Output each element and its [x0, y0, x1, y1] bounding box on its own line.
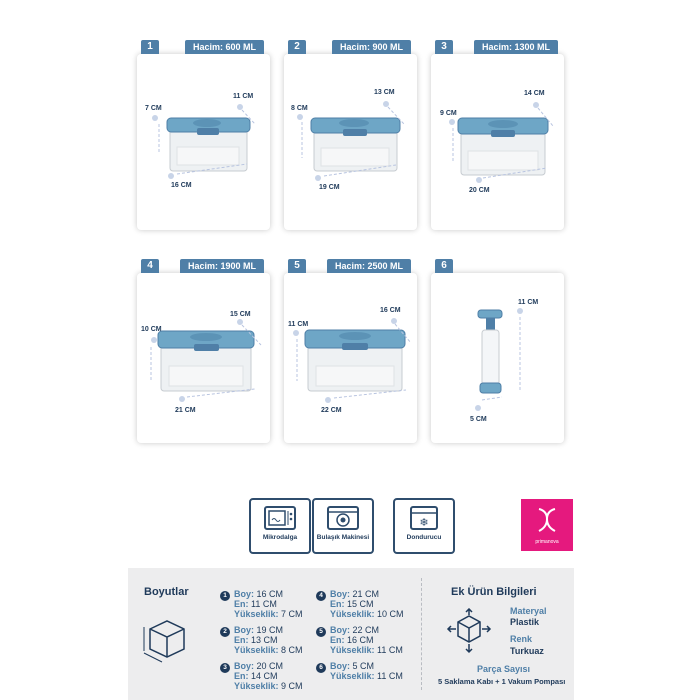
product-number-badge: 4 [141, 259, 159, 273]
yukseklik-value: 11 CM [377, 671, 403, 681]
yukseklik-label: Yükseklik: [234, 681, 279, 691]
container-illustration [431, 54, 564, 230]
boy-value: 22 CM [352, 625, 380, 635]
boy-value: 21 CM [352, 589, 380, 599]
spec-number: 5 [316, 627, 326, 637]
product-volume-label: Hacim: 1300 ML [474, 40, 558, 54]
yukseklik-label: Yükseklik: [330, 671, 375, 681]
feature-label: Dondurucu [406, 534, 442, 541]
yukseklik-label: Yükseklik: [234, 645, 279, 655]
product-card-5 [284, 260, 417, 443]
yukseklik-label: Yükseklik: [234, 609, 279, 619]
height-label: 10 CM [141, 326, 162, 333]
product-number-badge: 5 [288, 259, 306, 273]
yukseklik-label: Yükseklik: [330, 609, 375, 619]
en-value: 14 CM [251, 671, 278, 681]
en-label: En: [234, 671, 249, 681]
height-label: 8 CM [291, 105, 308, 112]
en-value: 11 CM [251, 599, 277, 609]
boy-label: Boy: [330, 661, 350, 671]
length-label: 16 CM [171, 182, 192, 189]
yukseklik-value: 7 CM [281, 609, 303, 619]
height-label: 9 CM [440, 110, 457, 117]
spec-item-5 [330, 625, 403, 655]
material-value: Plastik [510, 617, 540, 627]
dimensions-title: Boyutlar [144, 586, 189, 598]
length-label: 20 CM [469, 187, 490, 194]
boy-value: 20 CM [256, 661, 284, 671]
product-card-6 [431, 260, 564, 443]
en-label: En: [234, 635, 249, 645]
product-volume-label: Hacim: 900 ML [332, 40, 411, 54]
yukseklik-value: 11 CM [377, 645, 403, 655]
feature-label: Bulaşık Makinesi [316, 534, 370, 541]
spec-number: 6 [316, 663, 326, 673]
boy-label: Boy: [330, 589, 350, 599]
width-label: 15 CM [230, 311, 251, 318]
product-card-2 [284, 41, 417, 230]
yukseklik-value: 9 CM [281, 681, 303, 691]
spec-item-6 [330, 661, 403, 681]
spec-number: 1 [220, 591, 230, 601]
yukseklik-label: Yükseklik: [330, 645, 375, 655]
spec-number: 2 [220, 627, 230, 637]
width-label: 16 CM [380, 307, 401, 314]
dishwasher-icon [326, 505, 360, 531]
material-label: Materyal [510, 606, 547, 616]
height-label: 11 CM [288, 321, 309, 328]
boy-label: Boy: [234, 661, 254, 671]
height-label: 11 CM [518, 299, 539, 306]
spec-number: 3 [220, 663, 230, 673]
spec-item-3 [234, 661, 303, 691]
en-value: 15 CM [347, 599, 374, 609]
box-dimensions-icon [142, 613, 192, 665]
parts-label: Parça Sayısı [477, 664, 531, 674]
feature-microwave [249, 498, 311, 554]
freezer-icon [407, 505, 441, 531]
product-number-badge: 3 [435, 40, 453, 54]
height-label: 7 CM [145, 105, 162, 112]
en-label: En: [330, 635, 345, 645]
container-illustration [284, 54, 417, 230]
product-number-badge: 1 [141, 40, 159, 54]
boy-label: Boy: [234, 589, 254, 599]
product-number-badge: 6 [435, 259, 453, 273]
length-label: 19 CM [319, 184, 340, 191]
panel-divider [421, 578, 422, 690]
color-value: Turkuaz [510, 646, 544, 656]
spec-item-2 [234, 625, 303, 655]
width-label: 14 CM [524, 90, 545, 97]
spec-number: 4 [316, 591, 326, 601]
brand-mark-icon [521, 499, 573, 539]
width-label: 11 CM [233, 93, 254, 100]
boy-label: Boy: [234, 625, 254, 635]
color-label: Renk [510, 634, 533, 644]
feature-dishwasher [312, 498, 374, 554]
en-label: En: [330, 599, 345, 609]
container-illustration [137, 273, 270, 443]
microwave-icon [263, 505, 297, 531]
vacuum-pump-illustration [431, 273, 564, 443]
en-value: 13 CM [251, 635, 278, 645]
container-illustration [284, 273, 417, 443]
extra-info-title: Ek Ürün Bilgileri [451, 586, 537, 598]
width-label: 13 CM [374, 89, 395, 96]
boy-value: 19 CM [256, 625, 284, 635]
boy-value: 5 CM [352, 661, 375, 671]
product-card-4 [137, 260, 270, 443]
product-card-1 [137, 41, 270, 230]
info-panel [128, 568, 574, 700]
feature-freezer [393, 498, 455, 554]
yukseklik-value: 10 CM [377, 609, 404, 619]
spec-item-1 [234, 589, 303, 619]
product-card-3 [431, 41, 564, 230]
en-label: En: [234, 599, 249, 609]
material-arrows-icon [446, 608, 492, 654]
brand-logo [521, 499, 573, 551]
yukseklik-value: 8 CM [281, 645, 303, 655]
width-label: 5 CM [470, 416, 487, 423]
boy-label: Boy: [330, 625, 350, 635]
length-label: 22 CM [321, 407, 342, 414]
brand-name: primanova [535, 539, 559, 545]
product-number-badge: 2 [288, 40, 306, 54]
product-volume-label: Hacim: 1900 ML [180, 259, 264, 273]
product-volume-label: Hacim: 2500 ML [327, 259, 411, 273]
svg-text:❄: ❄ [419, 516, 429, 529]
container-illustration [137, 54, 270, 230]
spec-item-4 [330, 589, 404, 619]
feature-label: Mikrodalga [262, 534, 298, 541]
length-label: 21 CM [175, 407, 196, 414]
boy-value: 16 CM [256, 589, 284, 599]
parts-value: 5 Saklama Kabı + 1 Vakum Pompası [438, 677, 566, 686]
product-volume-label: Hacim: 600 ML [185, 40, 264, 54]
en-value: 16 CM [347, 635, 374, 645]
